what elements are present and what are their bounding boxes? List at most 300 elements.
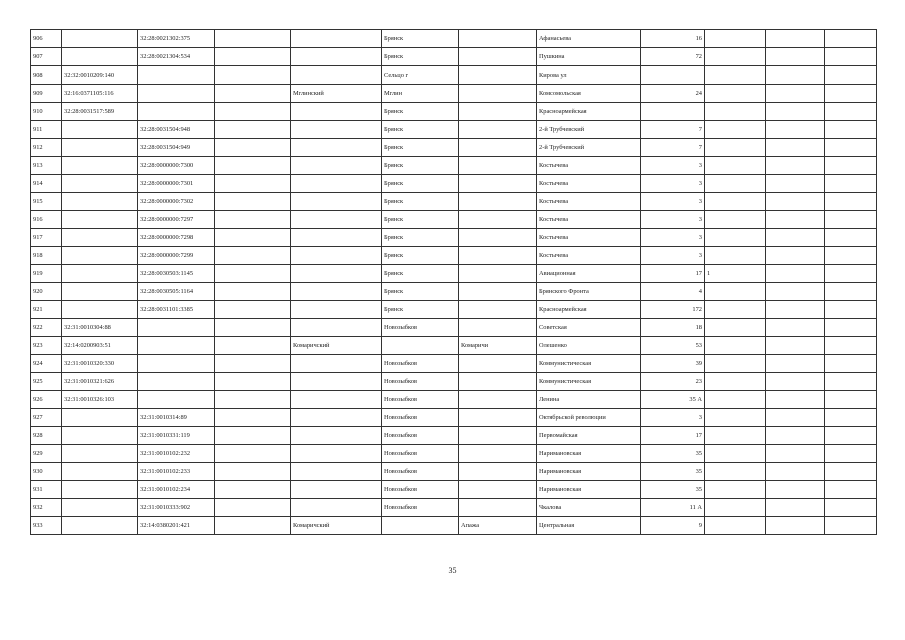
street: Кирова ул — [537, 66, 641, 85]
table-row — [31, 319, 877, 337]
extra-2 — [825, 139, 877, 157]
table-row — [31, 517, 877, 535]
city — [382, 337, 459, 355]
row-number: 908 — [31, 66, 62, 85]
street: Костычева — [537, 211, 641, 229]
extra-2 — [825, 85, 877, 103]
settlement — [459, 265, 537, 283]
district — [291, 103, 382, 121]
cadastral-number-a — [62, 409, 138, 427]
extra-1 — [766, 409, 825, 427]
table-row — [31, 301, 877, 319]
district — [291, 283, 382, 301]
city: Новозыбков — [382, 499, 459, 517]
extra-2 — [825, 445, 877, 463]
district: Комаричский — [291, 337, 382, 355]
cadastral-number-b: 32:28:0031101:3385 — [138, 301, 215, 319]
cadastral-number-b — [138, 391, 215, 409]
table-row — [31, 229, 877, 247]
extra-1 — [766, 229, 825, 247]
district — [291, 301, 382, 319]
building — [705, 283, 766, 301]
building — [705, 211, 766, 229]
building — [705, 229, 766, 247]
cadastral-number-a — [62, 463, 138, 481]
street: Афанасьева — [537, 30, 641, 48]
city — [382, 517, 459, 535]
cadastral-number-a: 32:14:0200903:51 — [62, 337, 138, 355]
row-number: 911 — [31, 121, 62, 139]
settlement — [459, 30, 537, 48]
table-row — [31, 193, 877, 211]
row-number: 906 — [31, 30, 62, 48]
empty-col — [215, 157, 291, 175]
house-number: 3 — [641, 247, 705, 265]
house-number: 7 — [641, 121, 705, 139]
street: Брянского Фронта — [537, 283, 641, 301]
house-number: 3 — [641, 193, 705, 211]
cadastral-number-a: 32:31:0010326:103 — [62, 391, 138, 409]
empty-col — [215, 499, 291, 517]
district — [291, 319, 382, 337]
settlement — [459, 463, 537, 481]
table-body — [31, 30, 877, 535]
street: 2-й Трубчевский — [537, 121, 641, 139]
house-number: 24 — [641, 85, 705, 103]
house-number: 3 — [641, 229, 705, 247]
extra-2 — [825, 337, 877, 355]
table-row — [31, 66, 877, 85]
house-number: 4 — [641, 283, 705, 301]
city: Новозыбков — [382, 463, 459, 481]
city: Новозыбков — [382, 481, 459, 499]
city: Брянск — [382, 157, 459, 175]
empty-col — [215, 121, 291, 139]
extra-1 — [766, 301, 825, 319]
street: Красноармейская — [537, 301, 641, 319]
settlement — [459, 85, 537, 103]
settlement — [459, 427, 537, 445]
settlement — [459, 247, 537, 265]
empty-col — [215, 445, 291, 463]
cadastral-number-b: 32:28:0000000:7302 — [138, 193, 215, 211]
cadastral-number-a — [62, 247, 138, 265]
settlement — [459, 211, 537, 229]
city: Брянск — [382, 103, 459, 121]
row-number: 912 — [31, 139, 62, 157]
house-number: 35 А — [641, 391, 705, 409]
street: Коммунистическая — [537, 355, 641, 373]
extra-2 — [825, 373, 877, 391]
cadastral-number-b — [138, 355, 215, 373]
street: Костычева — [537, 247, 641, 265]
district — [291, 157, 382, 175]
extra-2 — [825, 66, 877, 85]
cadastral-number-b — [138, 337, 215, 355]
city: Брянск — [382, 175, 459, 193]
table-row — [31, 391, 877, 409]
row-number: 924 — [31, 355, 62, 373]
district — [291, 247, 382, 265]
extra-1 — [766, 175, 825, 193]
house-number: 7 — [641, 139, 705, 157]
row-number: 929 — [31, 445, 62, 463]
extra-1 — [766, 463, 825, 481]
cadastral-number-b — [138, 319, 215, 337]
table-row — [31, 445, 877, 463]
building — [705, 499, 766, 517]
house-number: 35 — [641, 463, 705, 481]
cadastral-number-b — [138, 373, 215, 391]
district — [291, 445, 382, 463]
street: Центральная — [537, 517, 641, 535]
extra-2 — [825, 301, 877, 319]
empty-col — [215, 30, 291, 48]
house-number: 53 — [641, 337, 705, 355]
empty-col — [215, 265, 291, 283]
district — [291, 391, 382, 409]
empty-col — [215, 139, 291, 157]
street: Наримановская — [537, 481, 641, 499]
street: Красноармейская — [537, 103, 641, 121]
district — [291, 193, 382, 211]
cadastral-number-a — [62, 517, 138, 535]
extra-1 — [766, 427, 825, 445]
extra-1 — [766, 319, 825, 337]
table-row — [31, 247, 877, 265]
empty-col — [215, 103, 291, 121]
city: Мглин — [382, 85, 459, 103]
empty-col — [215, 409, 291, 427]
extra-2 — [825, 175, 877, 193]
cadastral-number-b: 32:28:0000000:7297 — [138, 211, 215, 229]
extra-1 — [766, 499, 825, 517]
settlement: Комаричи — [459, 337, 537, 355]
city: Новозыбков — [382, 355, 459, 373]
settlement — [459, 355, 537, 373]
cadastral-number-a — [62, 229, 138, 247]
table-row — [31, 48, 877, 66]
extra-1 — [766, 139, 825, 157]
building — [705, 48, 766, 66]
extra-2 — [825, 121, 877, 139]
building — [705, 247, 766, 265]
city: Новозыбков — [382, 409, 459, 427]
empty-col — [215, 481, 291, 499]
empty-col — [215, 391, 291, 409]
district: Комаричский — [291, 517, 382, 535]
extra-1 — [766, 157, 825, 175]
building — [705, 139, 766, 157]
cadastral-number-b: 32:31:0010102:232 — [138, 445, 215, 463]
cadastral-number-b: 32:28:0031504:948 — [138, 121, 215, 139]
extra-1 — [766, 121, 825, 139]
settlement — [459, 121, 537, 139]
district — [291, 265, 382, 283]
building — [705, 445, 766, 463]
cadastral-number-a: 32:28:0031517:589 — [62, 103, 138, 121]
house-number: 35 — [641, 445, 705, 463]
district — [291, 175, 382, 193]
empty-col — [215, 175, 291, 193]
empty-col — [215, 85, 291, 103]
street: Коммунистическая — [537, 373, 641, 391]
city: Брянск — [382, 193, 459, 211]
empty-col — [215, 517, 291, 535]
house-number: 72 — [641, 48, 705, 66]
settlement — [459, 175, 537, 193]
cadastral-number-a — [62, 175, 138, 193]
cadastral-number-a — [62, 427, 138, 445]
extra-1 — [766, 103, 825, 121]
extra-2 — [825, 48, 877, 66]
extra-2 — [825, 391, 877, 409]
row-number: 914 — [31, 175, 62, 193]
cadastral-number-b: 32:31:0010102:233 — [138, 463, 215, 481]
building — [705, 391, 766, 409]
row-number: 909 — [31, 85, 62, 103]
house-number: 17 — [641, 265, 705, 283]
cadastral-number-a — [62, 283, 138, 301]
house-number: 3 — [641, 409, 705, 427]
city: Брянск — [382, 30, 459, 48]
settlement — [459, 499, 537, 517]
house-number: 9 — [641, 517, 705, 535]
row-number: 910 — [31, 103, 62, 121]
extra-1 — [766, 355, 825, 373]
table-row — [31, 85, 877, 103]
row-number: 932 — [31, 499, 62, 517]
table-row — [31, 30, 877, 48]
table-row — [31, 409, 877, 427]
cadastral-number-b: 32:28:0030503:1145 — [138, 265, 215, 283]
table-row — [31, 175, 877, 193]
empty-col — [215, 66, 291, 85]
cadastral-number-a: 32:16:0371105:116 — [62, 85, 138, 103]
house-number — [641, 66, 705, 85]
street: Олешенко — [537, 337, 641, 355]
empty-col — [215, 301, 291, 319]
street: Наримановская — [537, 463, 641, 481]
house-number: 35 — [641, 481, 705, 499]
district — [291, 211, 382, 229]
row-number: 926 — [31, 391, 62, 409]
empty-col — [215, 319, 291, 337]
settlement — [459, 391, 537, 409]
extra-1 — [766, 265, 825, 283]
street: Костычева — [537, 157, 641, 175]
extra-1 — [766, 48, 825, 66]
building — [705, 301, 766, 319]
extra-1 — [766, 373, 825, 391]
cadastral-number-a — [62, 211, 138, 229]
cadastral-number-a — [62, 139, 138, 157]
street: Костычева — [537, 229, 641, 247]
cadastral-number-b: 32:28:0021304:534 — [138, 48, 215, 66]
settlement — [459, 193, 537, 211]
row-number: 922 — [31, 319, 62, 337]
row-number: 915 — [31, 193, 62, 211]
extra-1 — [766, 481, 825, 499]
settlement — [459, 66, 537, 85]
cadastral-number-b: 32:28:0021302:375 — [138, 30, 215, 48]
table-row — [31, 139, 877, 157]
city: Брянск — [382, 48, 459, 66]
district — [291, 427, 382, 445]
extra-2 — [825, 463, 877, 481]
row-number: 919 — [31, 265, 62, 283]
settlement — [459, 48, 537, 66]
extra-2 — [825, 30, 877, 48]
extra-2 — [825, 193, 877, 211]
row-number: 917 — [31, 229, 62, 247]
house-number: 3 — [641, 157, 705, 175]
row-number: 923 — [31, 337, 62, 355]
table-row — [31, 211, 877, 229]
row-number: 928 — [31, 427, 62, 445]
extra-1 — [766, 211, 825, 229]
building — [705, 103, 766, 121]
house-number: 3 — [641, 211, 705, 229]
city: Брянск — [382, 121, 459, 139]
street: Наримановская — [537, 445, 641, 463]
district — [291, 463, 382, 481]
extra-1 — [766, 445, 825, 463]
extra-2 — [825, 427, 877, 445]
table-row — [31, 157, 877, 175]
extra-1 — [766, 517, 825, 535]
building: 1 — [705, 265, 766, 283]
district — [291, 48, 382, 66]
row-number: 918 — [31, 247, 62, 265]
extra-1 — [766, 337, 825, 355]
district — [291, 139, 382, 157]
cadastral-number-a — [62, 301, 138, 319]
settlement — [459, 229, 537, 247]
house-number: 172 — [641, 301, 705, 319]
empty-col — [215, 193, 291, 211]
building — [705, 319, 766, 337]
house-number: 16 — [641, 30, 705, 48]
settlement — [459, 103, 537, 121]
cadastral-number-a — [62, 121, 138, 139]
table-row — [31, 499, 877, 517]
extra-2 — [825, 265, 877, 283]
street: Ленина — [537, 391, 641, 409]
cadastral-number-b: 32:28:0000000:7298 — [138, 229, 215, 247]
street: Первомайская — [537, 427, 641, 445]
extra-2 — [825, 103, 877, 121]
row-number: 920 — [31, 283, 62, 301]
table-row — [31, 373, 877, 391]
empty-col — [215, 48, 291, 66]
extra-2 — [825, 319, 877, 337]
empty-col — [215, 337, 291, 355]
cadastral-number-b: 32:31:0010314:89 — [138, 409, 215, 427]
row-number: 907 — [31, 48, 62, 66]
settlement: Апажа — [459, 517, 537, 535]
house-number: 39 — [641, 355, 705, 373]
settlement — [459, 481, 537, 499]
building — [705, 463, 766, 481]
street: Костычева — [537, 175, 641, 193]
district — [291, 409, 382, 427]
extra-1 — [766, 85, 825, 103]
building — [705, 517, 766, 535]
street: Костычева — [537, 193, 641, 211]
settlement — [459, 445, 537, 463]
table-row — [31, 337, 877, 355]
cadastral-number-b: 32:28:0000000:7300 — [138, 157, 215, 175]
empty-col — [215, 373, 291, 391]
settlement — [459, 373, 537, 391]
cadastral-number-a: 32:31:0010304:88 — [62, 319, 138, 337]
house-number: 17 — [641, 427, 705, 445]
house-number: 3 — [641, 175, 705, 193]
empty-col — [215, 247, 291, 265]
building — [705, 427, 766, 445]
extra-2 — [825, 283, 877, 301]
extra-2 — [825, 247, 877, 265]
empty-col — [215, 229, 291, 247]
district — [291, 499, 382, 517]
city: Новозыбков — [382, 445, 459, 463]
registry-table — [30, 29, 877, 535]
street: Пушкина — [537, 48, 641, 66]
building — [705, 373, 766, 391]
house-number — [641, 103, 705, 121]
district — [291, 481, 382, 499]
extra-1 — [766, 193, 825, 211]
table-row — [31, 355, 877, 373]
row-number: 931 — [31, 481, 62, 499]
city: Новозыбков — [382, 373, 459, 391]
empty-col — [215, 211, 291, 229]
cadastral-number-a — [62, 481, 138, 499]
cadastral-number-b: 32:28:0030505:1164 — [138, 283, 215, 301]
city: Брянск — [382, 265, 459, 283]
cadastral-number-b — [138, 103, 215, 121]
cadastral-number-b: 32:31:0010331:119 — [138, 427, 215, 445]
cadastral-number-a — [62, 265, 138, 283]
row-number: 921 — [31, 301, 62, 319]
cadastral-number-a — [62, 157, 138, 175]
building — [705, 337, 766, 355]
settlement — [459, 409, 537, 427]
district — [291, 121, 382, 139]
building — [705, 157, 766, 175]
street: Октябрьской революции — [537, 409, 641, 427]
row-number: 913 — [31, 157, 62, 175]
cadastral-number-a — [62, 193, 138, 211]
extra-1 — [766, 66, 825, 85]
house-number: 18 — [641, 319, 705, 337]
table-row — [31, 103, 877, 121]
row-number: 925 — [31, 373, 62, 391]
house-number: 23 — [641, 373, 705, 391]
cadastral-number-a — [62, 499, 138, 517]
city: Брянск — [382, 211, 459, 229]
district — [291, 66, 382, 85]
district — [291, 355, 382, 373]
cadastral-number-b: 32:14:0380201:421 — [138, 517, 215, 535]
building — [705, 193, 766, 211]
cadastral-number-b: 32:31:0010333:902 — [138, 499, 215, 517]
building — [705, 409, 766, 427]
city: Сельцо г — [382, 66, 459, 85]
house-number: 11 А — [641, 499, 705, 517]
cadastral-number-a — [62, 445, 138, 463]
